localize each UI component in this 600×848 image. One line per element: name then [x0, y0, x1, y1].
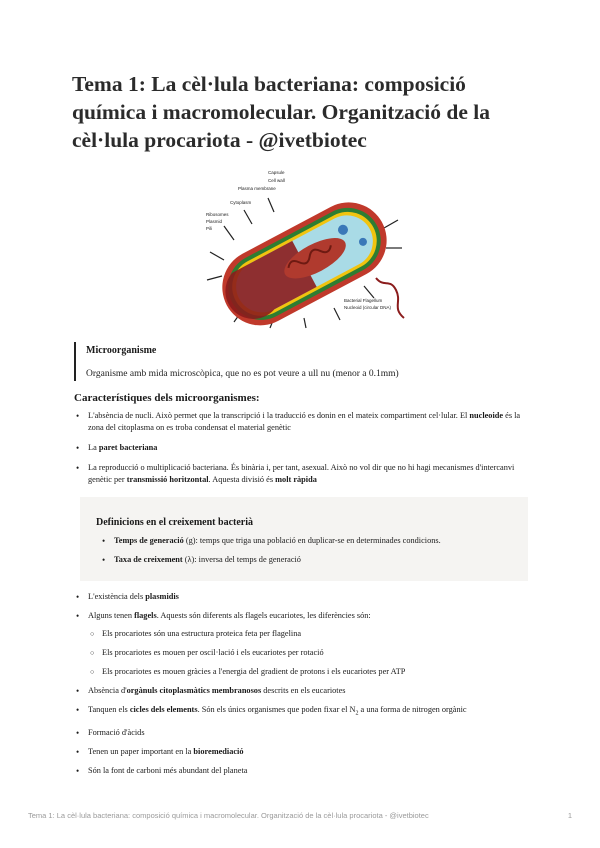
figure-label: Cytoplasm — [230, 200, 252, 205]
list-item: • L'absència de nucli. Això permet que la transcripció i la traducció es donin en el mateix compartiment cel·lular. El nucleoide és la zona del citoplasma on es troba condensat el material genètic — [74, 410, 534, 434]
box-title: Definicions en el creixement bacterià — [96, 517, 253, 528]
figure-label: Plasmid — [206, 219, 223, 224]
figure-label: Ribosomes — [206, 212, 229, 217]
sub-list-item: ○ Els procariotes es mouen per oscil·lació i els eucariotes per rotació — [88, 647, 534, 659]
footer-text: Tema 1: La cèl·lula bacteriana: composició química i macromolecular. Organització de la cèl·lula procariota - @ivetbiotec — [28, 811, 429, 820]
figure-label: Cell wall — [268, 178, 285, 183]
list-item: • Temps de generació (g): temps que triga una població en duplicar-se en determinades condicions. — [100, 535, 520, 547]
list-item: • Formació d'àcids — [74, 727, 534, 739]
list-item: • Absència d'orgànuls citoplasmàtics membranosos descrits en els eucariotes — [74, 685, 534, 697]
list-item: • L'existència dels plasmidis — [74, 591, 534, 603]
characteristics-list-continued — [74, 591, 534, 777]
list-item: • Tenen un paper important en la bioremediació — [74, 746, 534, 758]
figure-label: Capsule — [268, 170, 285, 175]
sub-list-item: ○ Els procariotes són una estructura proteica feta per flagelina — [88, 628, 534, 640]
list-item: • Alguns tenen flagels. Aquests són diferents als flagels eucariotes, les diferències són: ○ Els procariotes són una estructura proteica feta per flagelina ○ Els procariotes es mouen per oscil·lació i els eucariotes per rotació ○ Els procariotes es mouen gràcies a l'energia del gradient de protons i els eucariotes per ATP — [74, 610, 534, 678]
figure-label: Plasma membrane — [238, 186, 276, 191]
list-item: • Tanquen els cicles dels elements. Són els únics organismes que poden fixar el $N_2$ a una forma de nitrogen orgànic — [74, 704, 534, 720]
figure-label: Nucleoid (circular DNA) — [344, 305, 392, 310]
list-item: • Taxa de creixement (λ): inversa del temps de generació — [100, 554, 520, 566]
callout-title: Microorganisme — [86, 345, 157, 356]
page-number: 1 — [567, 811, 572, 820]
growth-definitions-box — [80, 497, 528, 581]
definition-callout — [74, 342, 506, 381]
section-heading: Característiques dels microorganismes: — [74, 392, 260, 404]
characteristics-list — [74, 410, 534, 486]
sub-list-item: ○ Els procariotes es mouen gràcies a l'energia del gradient de protons i els eucariotes per ATP — [88, 666, 534, 678]
bacteria-diagram-image — [204, 168, 410, 330]
list-item: • La reproducció o multiplicació bacteriana. És binària i, per tant, asexual. Això no vol dir que no hi hagi mecanismes d'intercanvi genètic per transmissió horitzontal. Aquesta divisió és molt ràpida — [74, 462, 534, 486]
list-item: • La paret bacteriana — [74, 442, 534, 454]
callout-body: Organisme amb mida microscòpica, que no es pot veure a ull nu (menor a 0.1mm) — [86, 369, 399, 379]
list-item: • Són la font de carboni més abundant del planeta — [74, 765, 534, 777]
figure-label: Bacterial Flagellum — [344, 298, 383, 303]
page-title: Tema 1: La cèl·lula bacteriana: composició química i macromolecular. Organització de la cèl·lula procariota - @ivetbiotec — [72, 72, 491, 152]
page-footer — [28, 811, 572, 820]
figure-label: Pili — [206, 226, 213, 231]
